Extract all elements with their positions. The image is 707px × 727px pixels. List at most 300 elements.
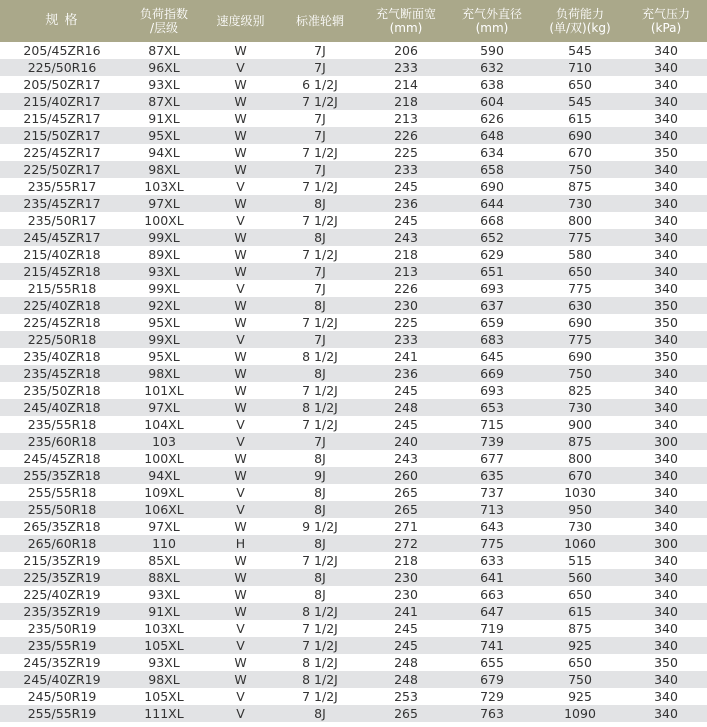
cell-standard-rim: 7J [277, 161, 363, 178]
cell-load-capacity: 650 [535, 654, 625, 671]
cell-standard-rim: 7 1/2J [277, 93, 363, 110]
cell-load-index: 110 [124, 535, 204, 552]
cell-section-width: 218 [363, 93, 449, 110]
table-row [0, 42, 707, 59]
cell-standard-rim: 7 1/2J [277, 688, 363, 705]
cell-inflation-pressure: 340 [625, 382, 707, 399]
cell-speed-rating: V [204, 59, 277, 76]
cell-overall-diameter: 693 [449, 280, 535, 297]
cell-load-index: 93XL [124, 263, 204, 280]
table-row [0, 586, 707, 603]
cell-size: 255/55R18 [0, 484, 124, 501]
cell-standard-rim: 7J [277, 110, 363, 127]
table-row [0, 59, 707, 76]
cell-load-capacity: 630 [535, 297, 625, 314]
cell-speed-rating: V [204, 416, 277, 433]
cell-speed-rating: W [204, 76, 277, 93]
cell-size: 255/50R18 [0, 501, 124, 518]
cell-overall-diameter: 739 [449, 433, 535, 450]
cell-overall-diameter: 629 [449, 246, 535, 263]
header-load-capacity [535, 0, 625, 42]
cell-inflation-pressure: 340 [625, 671, 707, 688]
table-row [0, 450, 707, 467]
header-size [0, 0, 124, 42]
table-row [0, 161, 707, 178]
cell-size: 245/50R19 [0, 688, 124, 705]
cell-speed-rating: W [204, 297, 277, 314]
table-row [0, 637, 707, 654]
cell-load-capacity: 775 [535, 331, 625, 348]
cell-section-width: 226 [363, 127, 449, 144]
cell-overall-diameter: 719 [449, 620, 535, 637]
cell-overall-diameter: 679 [449, 671, 535, 688]
table-row [0, 399, 707, 416]
header-overall-diameter-line1: 充气外直径 [461, 7, 522, 21]
cell-inflation-pressure: 340 [625, 399, 707, 416]
cell-size: 215/55R18 [0, 280, 124, 297]
table-row [0, 416, 707, 433]
cell-section-width: 225 [363, 314, 449, 331]
cell-speed-rating: V [204, 501, 277, 518]
cell-speed-rating: V [204, 178, 277, 195]
cell-inflation-pressure: 340 [625, 246, 707, 263]
cell-load-index: 94XL [124, 144, 204, 161]
cell-load-index: 97XL [124, 518, 204, 535]
cell-load-index: 91XL [124, 603, 204, 620]
cell-overall-diameter: 633 [449, 552, 535, 569]
cell-standard-rim: 8 1/2J [277, 348, 363, 365]
cell-standard-rim: 8J [277, 450, 363, 467]
cell-load-capacity: 1090 [535, 705, 625, 722]
cell-load-capacity: 730 [535, 399, 625, 416]
cell-standard-rim: 8J [277, 297, 363, 314]
cell-size: 235/55R17 [0, 178, 124, 195]
table-row [0, 501, 707, 518]
table-row [0, 552, 707, 569]
cell-size: 245/45ZR18 [0, 450, 124, 467]
cell-speed-rating: W [204, 365, 277, 382]
cell-load-index: 105XL [124, 688, 204, 705]
cell-section-width: 225 [363, 144, 449, 161]
cell-overall-diameter: 763 [449, 705, 535, 722]
cell-inflation-pressure: 340 [625, 484, 707, 501]
cell-standard-rim: 8 1/2J [277, 603, 363, 620]
cell-section-width: 214 [363, 76, 449, 93]
table-row [0, 144, 707, 161]
table-row [0, 314, 707, 331]
cell-load-capacity: 875 [535, 620, 625, 637]
cell-overall-diameter: 626 [449, 110, 535, 127]
cell-speed-rating: W [204, 603, 277, 620]
cell-section-width: 233 [363, 59, 449, 76]
cell-size: 225/50R18 [0, 331, 124, 348]
cell-section-width: 233 [363, 331, 449, 348]
table-row [0, 331, 707, 348]
table-row [0, 212, 707, 229]
cell-inflation-pressure: 340 [625, 280, 707, 297]
cell-speed-rating: W [204, 127, 277, 144]
cell-load-capacity: 750 [535, 671, 625, 688]
cell-section-width: 230 [363, 569, 449, 586]
cell-section-width: 243 [363, 450, 449, 467]
cell-overall-diameter: 658 [449, 161, 535, 178]
cell-overall-diameter: 634 [449, 144, 535, 161]
cell-speed-rating: W [204, 671, 277, 688]
table-row [0, 93, 707, 110]
cell-load-index: 85XL [124, 552, 204, 569]
cell-speed-rating: W [204, 586, 277, 603]
cell-load-index: 88XL [124, 569, 204, 586]
cell-inflation-pressure: 350 [625, 144, 707, 161]
cell-size: 225/45ZR18 [0, 314, 124, 331]
header-section-width [363, 0, 449, 42]
cell-overall-diameter: 741 [449, 637, 535, 654]
cell-load-index: 99XL [124, 331, 204, 348]
cell-inflation-pressure: 340 [625, 212, 707, 229]
cell-load-capacity: 545 [535, 93, 625, 110]
cell-speed-rating: H [204, 535, 277, 552]
table-row [0, 127, 707, 144]
cell-size: 225/35ZR19 [0, 569, 124, 586]
cell-inflation-pressure: 340 [625, 93, 707, 110]
cell-overall-diameter: 645 [449, 348, 535, 365]
cell-inflation-pressure: 340 [625, 637, 707, 654]
header-standard-rim-label: 标准轮辋 [295, 14, 344, 28]
cell-overall-diameter: 683 [449, 331, 535, 348]
cell-load-index: 98XL [124, 161, 204, 178]
cell-size: 235/50R19 [0, 620, 124, 637]
cell-speed-rating: W [204, 161, 277, 178]
cell-size: 225/50ZR17 [0, 161, 124, 178]
cell-overall-diameter: 775 [449, 535, 535, 552]
cell-section-width: 245 [363, 620, 449, 637]
cell-load-capacity: 615 [535, 110, 625, 127]
table-row [0, 688, 707, 705]
cell-speed-rating: W [204, 399, 277, 416]
cell-load-index: 111XL [124, 705, 204, 722]
header-load-capacity-line1: 负荷能力 [555, 7, 604, 21]
cell-inflation-pressure: 300 [625, 535, 707, 552]
cell-size: 215/45ZR17 [0, 110, 124, 127]
cell-speed-rating: W [204, 569, 277, 586]
cell-size: 215/35ZR19 [0, 552, 124, 569]
cell-section-width: 245 [363, 382, 449, 399]
cell-load-index: 100XL [124, 212, 204, 229]
cell-speed-rating: W [204, 518, 277, 535]
cell-load-capacity: 690 [535, 127, 625, 144]
header-speed-rating-label: 速度级别 [216, 14, 265, 28]
cell-section-width: 226 [363, 280, 449, 297]
cell-standard-rim: 8J [277, 535, 363, 552]
cell-section-width: 236 [363, 195, 449, 212]
cell-speed-rating: W [204, 263, 277, 280]
cell-standard-rim: 7 1/2J [277, 416, 363, 433]
cell-section-width: 248 [363, 399, 449, 416]
cell-inflation-pressure: 340 [625, 467, 707, 484]
cell-inflation-pressure: 350 [625, 348, 707, 365]
cell-speed-rating: W [204, 42, 277, 59]
cell-overall-diameter: 652 [449, 229, 535, 246]
cell-load-index: 87XL [124, 42, 204, 59]
cell-load-capacity: 515 [535, 552, 625, 569]
cell-standard-rim: 7J [277, 331, 363, 348]
cell-load-index: 103XL [124, 178, 204, 195]
table-row [0, 467, 707, 484]
header-inflation-pressure-line2: (kPa) [650, 21, 682, 35]
cell-load-index: 104XL [124, 416, 204, 433]
table-row [0, 569, 707, 586]
cell-section-width: 218 [363, 246, 449, 263]
cell-overall-diameter: 635 [449, 467, 535, 484]
cell-load-index: 103 [124, 433, 204, 450]
cell-inflation-pressure: 340 [625, 42, 707, 59]
cell-section-width: 245 [363, 178, 449, 195]
cell-inflation-pressure: 340 [625, 76, 707, 93]
cell-speed-rating: W [204, 552, 277, 569]
cell-load-capacity: 730 [535, 518, 625, 535]
table-row [0, 518, 707, 535]
cell-standard-rim: 8 1/2J [277, 671, 363, 688]
cell-load-capacity: 690 [535, 314, 625, 331]
cell-load-index: 95XL [124, 314, 204, 331]
cell-standard-rim: 9 1/2J [277, 518, 363, 535]
header-load-index [124, 0, 204, 42]
cell-standard-rim: 7J [277, 42, 363, 59]
cell-standard-rim: 7 1/2J [277, 382, 363, 399]
table-row [0, 705, 707, 722]
header-section-width-line1: 充气断面宽 [375, 7, 436, 21]
cell-standard-rim: 8 1/2J [277, 399, 363, 416]
cell-overall-diameter: 713 [449, 501, 535, 518]
header-load-index-line1: 负荷指数 [139, 7, 188, 21]
cell-overall-diameter: 641 [449, 569, 535, 586]
cell-speed-rating: W [204, 314, 277, 331]
cell-section-width: 260 [363, 467, 449, 484]
cell-overall-diameter: 715 [449, 416, 535, 433]
cell-overall-diameter: 644 [449, 195, 535, 212]
cell-load-index: 95XL [124, 348, 204, 365]
cell-speed-rating: W [204, 246, 277, 263]
cell-speed-rating: V [204, 433, 277, 450]
cell-inflation-pressure: 340 [625, 552, 707, 569]
cell-size: 205/50ZR17 [0, 76, 124, 93]
table-row [0, 348, 707, 365]
cell-load-index: 99XL [124, 280, 204, 297]
table-row [0, 263, 707, 280]
cell-inflation-pressure: 340 [625, 586, 707, 603]
cell-inflation-pressure: 340 [625, 110, 707, 127]
cell-speed-rating: W [204, 348, 277, 365]
cell-standard-rim: 7J [277, 59, 363, 76]
cell-inflation-pressure: 340 [625, 365, 707, 382]
cell-load-capacity: 875 [535, 433, 625, 450]
cell-standard-rim: 8J [277, 586, 363, 603]
table-row [0, 433, 707, 450]
cell-standard-rim: 9J [277, 467, 363, 484]
cell-load-capacity: 670 [535, 144, 625, 161]
cell-speed-rating: W [204, 229, 277, 246]
cell-section-width: 265 [363, 484, 449, 501]
cell-inflation-pressure: 350 [625, 297, 707, 314]
cell-overall-diameter: 669 [449, 365, 535, 382]
cell-section-width: 218 [363, 552, 449, 569]
cell-inflation-pressure: 340 [625, 688, 707, 705]
cell-inflation-pressure: 350 [625, 654, 707, 671]
cell-section-width: 230 [363, 297, 449, 314]
cell-speed-rating: W [204, 450, 277, 467]
cell-load-capacity: 875 [535, 178, 625, 195]
cell-standard-rim: 7 1/2J [277, 246, 363, 263]
cell-overall-diameter: 653 [449, 399, 535, 416]
header-standard-rim [277, 0, 363, 42]
cell-overall-diameter: 651 [449, 263, 535, 280]
cell-speed-rating: V [204, 331, 277, 348]
cell-section-width: 240 [363, 433, 449, 450]
cell-size: 235/45ZR18 [0, 365, 124, 382]
cell-section-width: 271 [363, 518, 449, 535]
table-header [0, 0, 707, 42]
cell-section-width: 265 [363, 705, 449, 722]
cell-size: 235/60R18 [0, 433, 124, 450]
cell-standard-rim: 8J [277, 484, 363, 501]
cell-size: 225/45ZR17 [0, 144, 124, 161]
cell-inflation-pressure: 350 [625, 314, 707, 331]
cell-inflation-pressure: 340 [625, 161, 707, 178]
cell-inflation-pressure: 340 [625, 59, 707, 76]
table-row [0, 603, 707, 620]
table-row [0, 76, 707, 93]
cell-standard-rim: 8J [277, 569, 363, 586]
cell-size: 245/35ZR19 [0, 654, 124, 671]
cell-load-index: 96XL [124, 59, 204, 76]
cell-load-capacity: 650 [535, 76, 625, 93]
cell-section-width: 253 [363, 688, 449, 705]
cell-load-capacity: 560 [535, 569, 625, 586]
cell-speed-rating: V [204, 688, 277, 705]
cell-speed-rating: W [204, 110, 277, 127]
cell-size: 235/50R17 [0, 212, 124, 229]
cell-size: 235/35ZR19 [0, 603, 124, 620]
cell-section-width: 272 [363, 535, 449, 552]
cell-load-index: 103XL [124, 620, 204, 637]
table-row [0, 280, 707, 297]
cell-size: 245/40ZR19 [0, 671, 124, 688]
header-row [0, 0, 707, 42]
cell-size: 235/40ZR18 [0, 348, 124, 365]
header-section-width-line2: (mm) [389, 21, 423, 35]
cell-inflation-pressure: 340 [625, 569, 707, 586]
cell-overall-diameter: 690 [449, 178, 535, 195]
cell-size: 255/55R19 [0, 705, 124, 722]
header-inflation-pressure-line1: 充气压力 [641, 7, 690, 21]
cell-standard-rim: 8J [277, 229, 363, 246]
cell-standard-rim: 7 1/2J [277, 314, 363, 331]
cell-standard-rim: 7J [277, 280, 363, 297]
table-row [0, 110, 707, 127]
cell-overall-diameter: 590 [449, 42, 535, 59]
cell-load-capacity: 825 [535, 382, 625, 399]
cell-load-index: 98XL [124, 671, 204, 688]
cell-standard-rim: 8J [277, 705, 363, 722]
cell-standard-rim: 7J [277, 263, 363, 280]
cell-inflation-pressure: 340 [625, 501, 707, 518]
cell-standard-rim: 7J [277, 127, 363, 144]
cell-overall-diameter: 668 [449, 212, 535, 229]
cell-load-capacity: 775 [535, 280, 625, 297]
cell-load-capacity: 615 [535, 603, 625, 620]
cell-size: 225/40ZR18 [0, 297, 124, 314]
cell-speed-rating: W [204, 93, 277, 110]
cell-load-capacity: 950 [535, 501, 625, 518]
cell-standard-rim: 7 1/2J [277, 620, 363, 637]
cell-load-index: 93XL [124, 76, 204, 93]
cell-size: 235/45ZR17 [0, 195, 124, 212]
cell-size: 215/50ZR17 [0, 127, 124, 144]
cell-load-index: 100XL [124, 450, 204, 467]
cell-inflation-pressure: 340 [625, 178, 707, 195]
cell-section-width: 243 [363, 229, 449, 246]
cell-overall-diameter: 693 [449, 382, 535, 399]
cell-load-capacity: 800 [535, 450, 625, 467]
cell-speed-rating: W [204, 467, 277, 484]
cell-overall-diameter: 677 [449, 450, 535, 467]
cell-section-width: 248 [363, 654, 449, 671]
cell-load-index: 89XL [124, 246, 204, 263]
cell-inflation-pressure: 340 [625, 127, 707, 144]
cell-load-index: 87XL [124, 93, 204, 110]
header-speed-rating [204, 0, 277, 42]
cell-load-capacity: 710 [535, 59, 625, 76]
cell-section-width: 241 [363, 603, 449, 620]
cell-section-width: 248 [363, 671, 449, 688]
cell-size: 245/45ZR17 [0, 229, 124, 246]
cell-size: 215/40ZR18 [0, 246, 124, 263]
cell-overall-diameter: 737 [449, 484, 535, 501]
cell-load-capacity: 650 [535, 586, 625, 603]
cell-load-index: 105XL [124, 637, 204, 654]
cell-load-index: 109XL [124, 484, 204, 501]
table-row [0, 382, 707, 399]
cell-section-width: 206 [363, 42, 449, 59]
cell-size: 225/40ZR19 [0, 586, 124, 603]
cell-load-index: 92XL [124, 297, 204, 314]
cell-section-width: 245 [363, 637, 449, 654]
table-row [0, 365, 707, 382]
table-row [0, 620, 707, 637]
cell-load-capacity: 730 [535, 195, 625, 212]
cell-load-capacity: 925 [535, 688, 625, 705]
cell-size: 225/50R16 [0, 59, 124, 76]
table-row [0, 297, 707, 314]
cell-standard-rim: 8J [277, 365, 363, 382]
cell-load-index: 93XL [124, 586, 204, 603]
cell-standard-rim: 6 1/2J [277, 76, 363, 93]
cell-overall-diameter: 648 [449, 127, 535, 144]
cell-size: 255/35ZR18 [0, 467, 124, 484]
cell-load-index: 93XL [124, 654, 204, 671]
table-row [0, 195, 707, 212]
cell-overall-diameter: 604 [449, 93, 535, 110]
cell-overall-diameter: 647 [449, 603, 535, 620]
cell-speed-rating: V [204, 212, 277, 229]
cell-load-capacity: 1060 [535, 535, 625, 552]
cell-section-width: 213 [363, 110, 449, 127]
cell-load-capacity: 775 [535, 229, 625, 246]
cell-speed-rating: V [204, 637, 277, 654]
cell-load-capacity: 750 [535, 161, 625, 178]
cell-inflation-pressure: 300 [625, 433, 707, 450]
cell-size: 205/45ZR16 [0, 42, 124, 59]
